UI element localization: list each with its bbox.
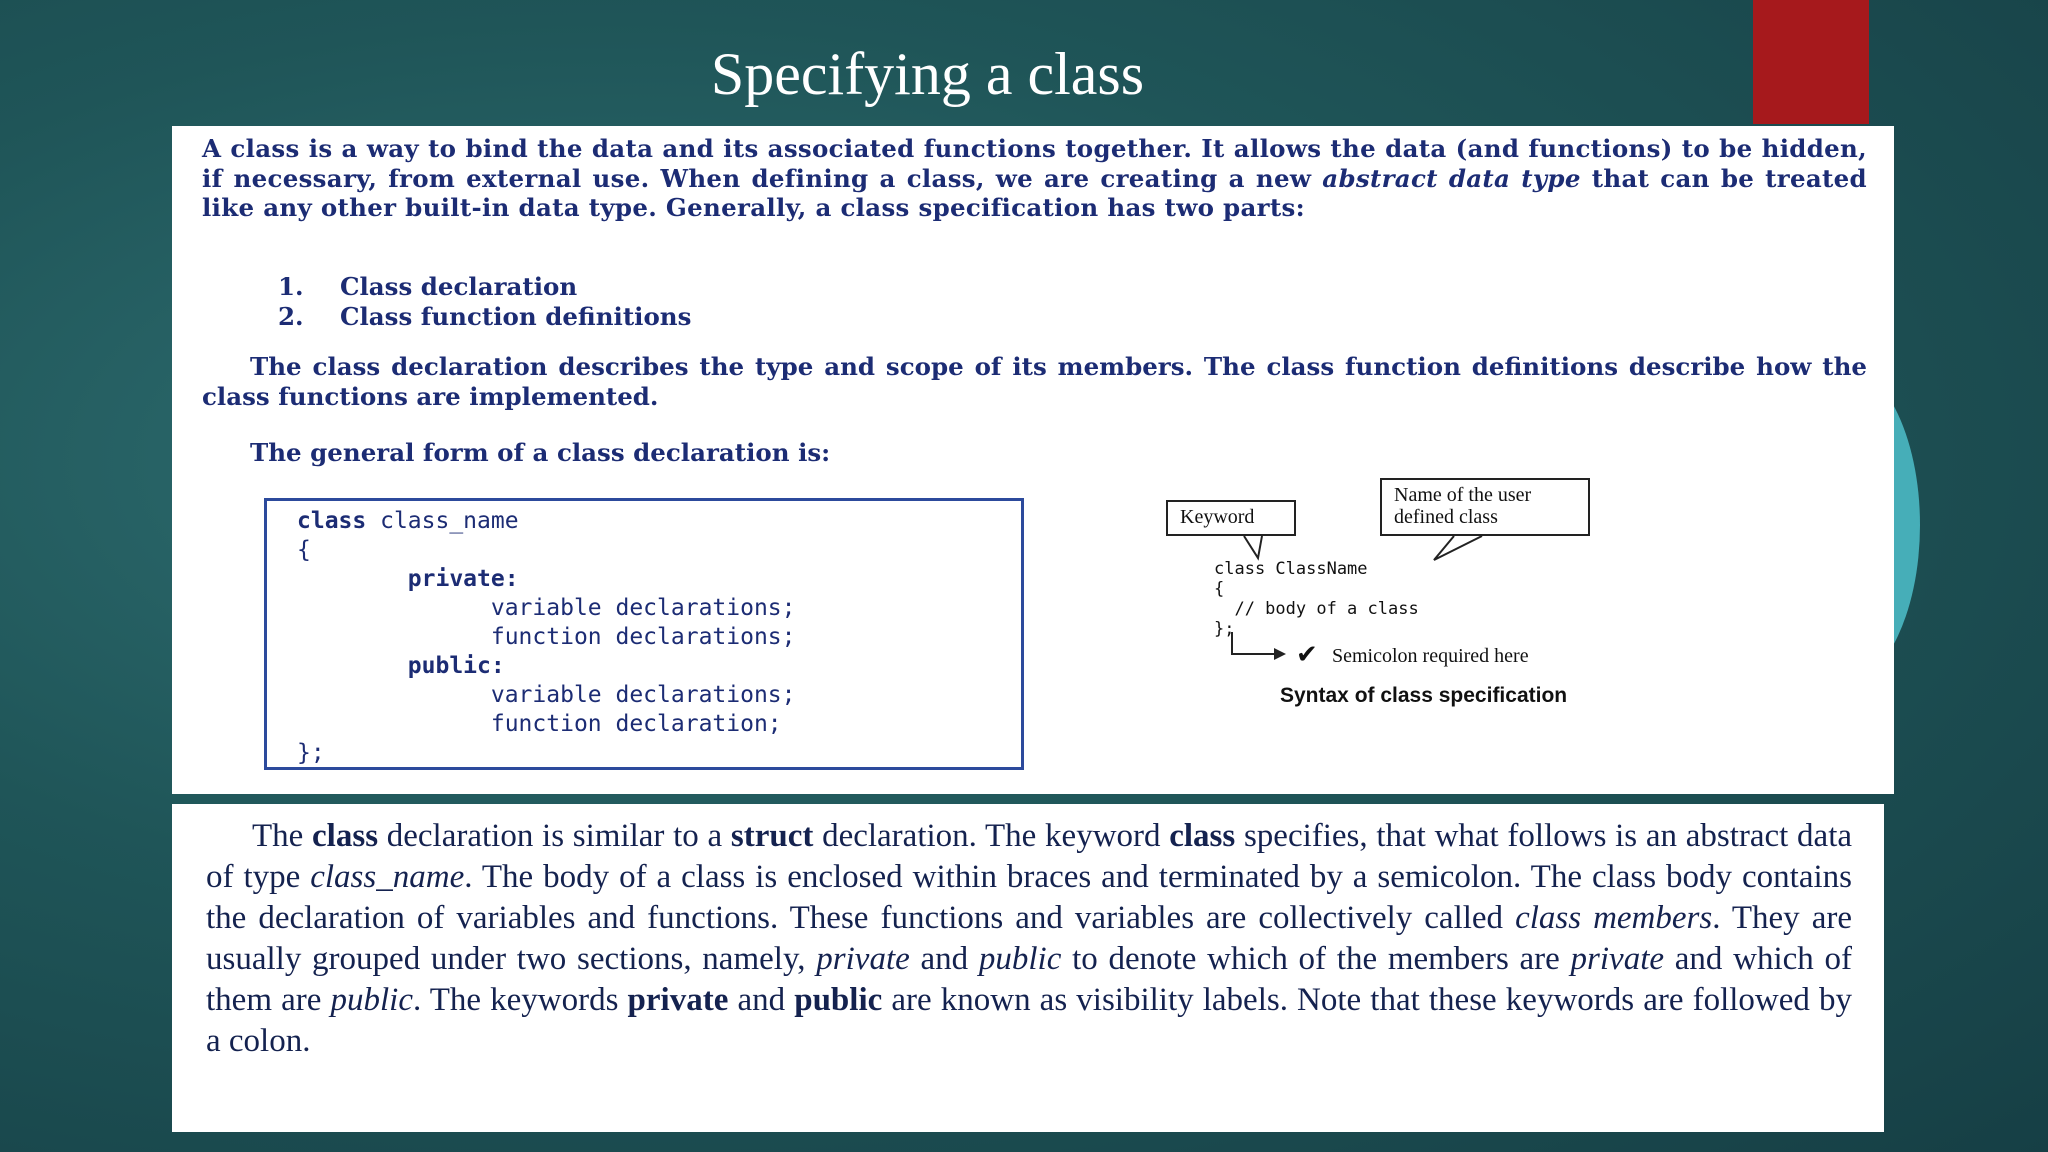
diagram-code-line: }; [1214,619,1235,639]
keyword-callout: Keyword [1166,500,1296,536]
code-line: function declarations; [297,624,796,650]
semicolon-note: Semicolon required here [1332,645,1529,667]
intro-paragraph: A class is a way to bind the data and its associated functions together. It allows the data (and functions) to be hidden, if necessary, from external use. When defining a class, we are creating a new abstract data type that can be treated like any other built-in data type. Generally, a class specification has two parts: [202,134,1867,222]
textbook-excerpt-image [172,126,1894,794]
diagram-code-line: class ClassName [1214,559,1368,579]
parts-list [278,272,691,332]
code-block [264,498,1024,770]
code-line: { [297,537,311,563]
diagram-code-line: // body of a class [1214,599,1419,619]
diagram-caption: Syntax of class specification [1280,684,1568,707]
explanation-paragraph: The class declaration is similar to a struct declaration. The keyword class specifies, that what follows is an abstract data of type class_name. The body of a class is enclosed within braces and terminated by a semicolon. The class body contains the declaration of variables and functions. These functions and variables are collectively called class members. They are usually grouped under two sections, namely, private and public to denote which of the members are private and which of them are public. The keywords private and public are known as visibility labels. Note that these keywords are followed by a colon. [206,818,1853,1059]
code-line: }; [297,740,325,766]
syntax-diagram [1162,482,1722,722]
class-name-callout: Name of the user defined class [1380,478,1590,536]
code-line: function declaration; [297,711,782,737]
explanation-image [172,804,1884,1132]
code-line: public: [297,653,505,679]
general-form-caption: The general form of a class declaration is: [250,438,831,467]
slide-title: Specifying a class [710,41,1145,107]
list-item: 1. Class declaration [278,272,578,301]
code-line: variable declarations; [297,682,796,708]
declaration-paragraph: The class declaration describes the type and scope of its members. The class function definitions describe how the class functions are implemented. [202,352,1867,411]
diagram-code-line: { [1214,579,1225,599]
code-line: variable declarations; [297,595,796,621]
code-line: class class_name [297,508,519,534]
code-line: private: [297,566,519,592]
checkmark-icon: ✔ [1296,640,1318,670]
list-item: 2. Class function definitions [278,302,692,331]
